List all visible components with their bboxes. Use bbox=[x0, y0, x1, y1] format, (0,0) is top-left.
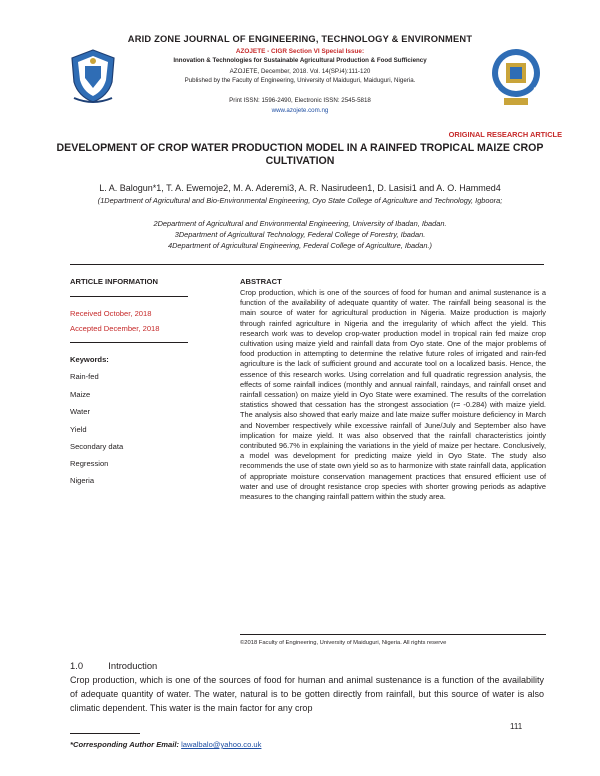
keywords-heading: Keywords: bbox=[70, 355, 109, 364]
cigr-logo bbox=[490, 46, 542, 106]
publisher-line: Published by the Faculty of Engineering, University of Maiduguri, Maiduguri, Nigeria. bbox=[184, 77, 416, 84]
copyright-notice: ©2018 Faculty of Engineering, University of Maiduguri, Nigeria. All rights reserve bbox=[240, 640, 447, 646]
author-email-link[interactable]: lawalbalo@yahoo.co.uk bbox=[181, 740, 262, 749]
section-heading bbox=[70, 660, 157, 671]
section-title: Introduction bbox=[108, 660, 158, 671]
issue-theme: Innovation & Technologies for Sustainable Agricultural Production & Food Sufficiency bbox=[173, 57, 427, 64]
keyword-item: Nigeria bbox=[70, 476, 95, 485]
journal-title: ARID ZONE JOURNAL OF ENGINEERING, TECHNOLOGY & ENVIRONMENT bbox=[127, 34, 473, 44]
author-list: L. A. Balogun*1, T. A. Ewemoje2, M. A. Aderemi3, A. R. Nasirudeen1, D. Lasisi1 and A. O. Hammed4 bbox=[99, 183, 501, 193]
footnote-label: *Corresponding Author Email: bbox=[70, 740, 179, 749]
volume-line: AZOJETE, December, 2018. Vol. 14(SP.i4):111-120 bbox=[229, 68, 371, 75]
affiliation-2: 2Department of Agricultural and Environmental Engineering, University of Ibadan, Ibadan. bbox=[153, 219, 447, 228]
university-logo bbox=[70, 48, 116, 104]
dates-divider bbox=[70, 342, 188, 343]
article-info-heading: ARTICLE INFORMATION bbox=[70, 277, 159, 286]
keyword-item: Yield bbox=[70, 425, 87, 434]
page-number: 111 bbox=[510, 722, 523, 731]
affiliation-3: 3Department of Agricultural Technology, Federal College of Forestry, Ibadan. bbox=[174, 230, 426, 239]
abstract-heading: ABSTRACT bbox=[240, 277, 282, 286]
keyword-item: Rain-fed bbox=[70, 372, 99, 381]
footnote-divider bbox=[70, 733, 140, 734]
accepted-date: Accepted December, 2018 bbox=[70, 324, 160, 333]
header-divider bbox=[70, 264, 544, 265]
article-type-label: ORIGINAL RESEARCH ARTICLE bbox=[448, 130, 562, 139]
introduction-text: Crop production, which is one of the sources of food for human and animal sustenance is a function of the availability of adequate quantity of water. The water, natural is to be gotten directly from rainfall, but this source of water is also climatic dependent. This water is the main factor for any crop bbox=[70, 675, 544, 713]
affiliation-4: 4Department of Agricultural Engineering, Federal College of Agriculture, Ibadan.) bbox=[167, 241, 433, 250]
issn-line: Print ISSN: 1596-2490, Electronic ISSN: 2545-5818 bbox=[229, 97, 371, 104]
corresponding-author-footnote bbox=[70, 740, 261, 749]
keyword-item: Regression bbox=[70, 459, 109, 468]
section-number: 1.0 bbox=[70, 660, 84, 671]
keyword-item: Water bbox=[70, 407, 90, 416]
received-date: Received October, 2018 bbox=[70, 309, 152, 318]
svg-text:C: C bbox=[492, 51, 499, 61]
article-info-divider bbox=[70, 296, 188, 297]
svg-text:R: R bbox=[533, 87, 540, 97]
svg-text:I: I bbox=[534, 51, 537, 61]
copyright-divider bbox=[240, 634, 546, 635]
affiliation-1: (1Department of Agricultural and Bio-Environmental Engineering, Oyo State College of Agriculture and Technology, Igboora; bbox=[97, 196, 503, 205]
keyword-item: Secondary data bbox=[70, 442, 124, 451]
abstract-text: Crop production, which is one of the sources of food for human and animal sustenance is a function of the availability of adequate quantity of water. The rainfall being seasonal is the main source of water for agricultural production in Nigeria. Maize production is majorly through rainfed agriculture in Nigeria and the irregularity of which affect the yield. This research work was to develop crop-water production model in tropical rain fed maize crop cultivation using maize yield and rainfall data from Oyo state. One of the major problems of food production in attempting to determine the relative future roles of irrigated and rain-fed agriculture is the lack of sufficient ground and accurate tool on a localized basis. Hence, the essence of this research works. Using correlation and full quadratic regression analysis, the effects of some rainfall indices (monthly and annual rainfall, raindays, and rainfall onset and rainfall cessation) on maize yield in Oyo State were examined. The results of the correlation statistics showed that cessation has the strongest association (r= -0.284) with maize yield. The analysis also showed that early maize and late maize suffer moisture deficiency in March and November respectively while excessive rainfall of June/July and September also have implication for maize yield. It was also observed that the rainfall characteristics jointly contributed 96.7% in explaining the variations in the yield of maize per hectare. Conclusively, a model was development for predicting maize yield in Oyo State. The study also recommends the use of state own yield so as to harmonize with state rainfall data, application of appropriate moisture conservation management practices that ensured efficient use of water and use of drought resistance crop species with shorter growing periods as adaptive measures to the changing rainfall pattern within the study area. bbox=[240, 288, 546, 502]
svg-text:G: G bbox=[492, 87, 499, 97]
paper-title: DEVELOPMENT OF CROP WATER PRODUCTION MODEL IN A RAINFED TROPICAL MAIZE CROP CULTIVATION bbox=[56, 142, 544, 167]
keyword-item: Maize bbox=[70, 390, 91, 399]
special-issue-label: AZOJETE - CIGR Section VI Special Issue: bbox=[235, 48, 365, 55]
journal-website-link[interactable]: www.azojete.com.ng bbox=[271, 107, 329, 114]
